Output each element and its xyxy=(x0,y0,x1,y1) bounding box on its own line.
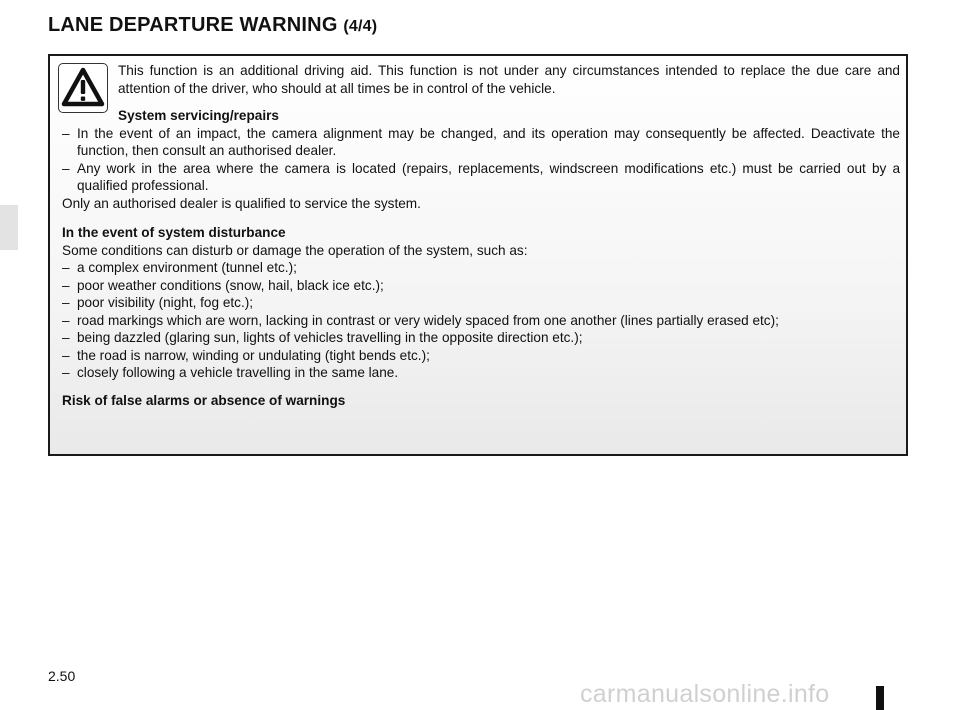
page-edge-marker xyxy=(876,686,884,710)
disturbance-intro: Some conditions can disturb or damage the operation of the system, such as: xyxy=(62,242,528,258)
section-tab xyxy=(0,205,18,250)
servicing-note: Only an authorised dealer is qualified to service the system. xyxy=(62,195,421,211)
list-item: – In the event of an impact, the camera alignment may be changed, and its operation may consequently be affected. Deactivate the function, then consult an authorised dealer. xyxy=(62,125,900,160)
page-title-text: LANE DEPARTURE WARNING xyxy=(48,14,338,36)
disturbance-list xyxy=(62,259,900,382)
false-alarm-heading: Risk of false alarms or absence of warnings xyxy=(62,392,346,408)
list-item: – road markings which are worn, lacking in contrast or very widely spaced from one another (lines partially erased etc); xyxy=(62,312,900,330)
list-item: – being dazzled (glaring sun, lights of vehicles travelling in the opposite direction etc.); xyxy=(62,329,900,347)
servicing-list xyxy=(62,125,900,195)
list-item: – a complex environment (tunnel etc.); xyxy=(62,259,900,277)
list-item: – closely following a vehicle travelling in the same lane. xyxy=(62,364,900,382)
disturbance-heading: In the event of system disturbance xyxy=(62,225,286,240)
servicing-heading: System servicing/repairs xyxy=(118,108,279,123)
warning-content xyxy=(62,62,900,409)
list-item: – the road is narrow, winding or undulating (tight bends etc.); xyxy=(62,347,900,365)
watermark: carmanualsonline.info xyxy=(580,680,830,708)
page-title-suffix: (4/4) xyxy=(343,18,378,35)
intro-text: This function is an additional driving aid. This function is not under any circumstances intended to replace the due care and attention of the driver, who should at all times be in control of the vehicle. xyxy=(118,63,900,96)
list-item: – Any work in the area where the camera is located (repairs, replacements, windscreen modifications etc.) must be carried out by a qualified professional. xyxy=(62,160,900,195)
list-item: – poor visibility (night, fog etc.); xyxy=(62,294,900,312)
warning-box xyxy=(48,54,908,456)
list-item: – poor weather conditions (snow, hail, black ice etc.); xyxy=(62,277,900,295)
page-title xyxy=(48,14,377,37)
page-number: 2.50 xyxy=(48,668,76,684)
